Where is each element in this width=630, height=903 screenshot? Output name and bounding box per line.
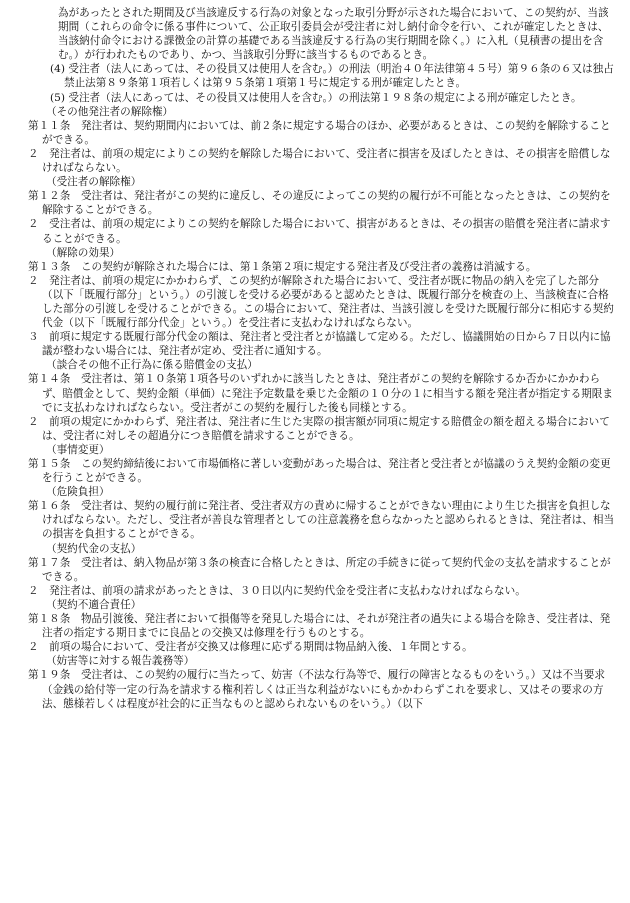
continuation-paragraph: 為があったとされた期間及び当該違反する行為の対象となった取引分野が示された場合において、この契約が、当該期間（これらの命令に係る事件について、公正取引委員会が受注者に対し納付命令を行い、これが確定したときは、当該納付命令における課徴金の計算の基礎である当該違反する行為の実行期間を除く。）に入札（見積書の提出を含む。）が行われたものであり、かつ、当該取引分野に該当するものであるとき。: [58, 7, 609, 62]
article-16: 第１６条 受注者は、契約の履行前に発注者、受注者双方の責めに帰することができない理由により生じた損害を負担しなければならない。ただし、受注者が善良な管理者としての注意義務を怠らなかったと認められるときは、発注者は、相当の損害を負担することができる。: [28, 500, 615, 541]
heading-risk-bearing: （危険負担）: [46, 486, 110, 499]
heading-other-termination: （その他発注者の解除権）: [46, 105, 174, 118]
numbered-item-4: (4) 受注者（法人にあっては、その役員又は使用人を含む。）の刑法（明治４０年法律第４５号）第９６条の６又は独占禁止法第８９条第１項若しくは第９５条第１項第１号に規定する刑が確定したとき。: [50, 63, 614, 90]
heading-payment: （契約代金の支払）: [46, 542, 142, 555]
article-12-para-2: ２ 受注者は、前項の規定によりこの契約を解除した場合において、損害があるときは、その損害の賠償を発注者に請求することができる。: [28, 218, 611, 245]
article-19: 第１９条 受注者は、この契約の履行に当たって、妨害（不法な行為等で、履行の障害となるものをいう。）又は不当要求（金銭の給付等一定の行為を請求する権利若しくは正当な利益がないにもかかわらずこれを要求し、又はその要求の方法、態様若しくは程度が社会的に正当なものと認められないものをいう。）（以下: [28, 669, 605, 710]
article-15: 第１５条 この契約締結後において市場価格に著しい変動があった場合は、発注者と受注者とが協議のうえ契約金額の変更を行うことができる。: [28, 458, 611, 485]
heading-damages-collusion: （談合その他不正行為に係る賠償金の支払）: [46, 359, 258, 372]
article-13-para-3: ３ 前項に規定する既履行部分代金の額は、発注者と受注者とが協議して定める。ただし、協議開始の日から７日以内に協議が整わない場合には、発注者が定め、受注者に通知する。: [28, 331, 611, 358]
article-18: 第１８条 物品引渡後、発注者において損傷等を発見した場合には、それが発注者の過失による場合を除き、受注者は、発注者の指定する期日までに良品との交換又は修理を行うものとする。: [28, 613, 611, 640]
heading-contractor-termination: （受注者の解除権）: [46, 176, 142, 189]
heading-obstruction-report: （妨害等に対する報告義務等）: [46, 655, 195, 668]
article-12: 第１２条 受注者は、発注者がこの契約に違反し、その違反によってこの契約の履行が不可能となったときは、この契約を解除することができる。: [28, 190, 611, 217]
article-13: 第１３条 この契約が解除された場合には、第１条第２項に規定する発注者及び受注者の義務は消滅する。: [28, 260, 537, 273]
article-17-para-2: ２ 発注者は、前項の請求があったときは、３０日以内に契約代金を受注者に支払わなければならない。: [28, 584, 526, 597]
heading-change-of-circumstances: （事情変更）: [46, 443, 110, 456]
article-14: 第１４条 受注者は、第１０条第１項各号のいずれかに該当したときは、発注者がこの契約を解除するか否かにかかわらず、賠償金として、契約金額（単価）に発注予定数量を乗じた金額の１０分の１に相当する額を発注者が指定する期限までに支払わなければならない。受注者がこの契約を履行した後も同様とする。: [28, 373, 613, 414]
article-17: 第１７条 受注者は、納入物品が第３条の検査に合格したときは、所定の手続きに従って契約代金の支払を請求することができる。: [28, 556, 611, 583]
heading-effect-of-termination: （解除の効果）: [46, 246, 121, 259]
article-14-para-2: ２ 前項の規定にかかわらず、発注者は、発注者に生じた実際の損害額が同項に規定する賠償金の額を超える場合においては、受注者に対しその超過分につき賠償を請求することができる。: [28, 415, 610, 442]
numbered-item-5: (5) 受注者（法人にあっては、その役員又は使用人を含む。）の刑法第１９８条の規定による刑が確定したとき。: [50, 91, 582, 104]
heading-nonconformity-liability: （契約不適合責任）: [46, 598, 142, 611]
article-11-para-2: ２ 発注者は、前項の規定によりこの契約を解除した場合において、受注者に損害を及ぼしたときは、その損害を賠償しなければならない。: [28, 147, 611, 175]
article-13-para-2: ２ 発注者は、前項の規定にかかわらず、この契約が解除された場合において、受注者が既に物品の納入を完了した部分（以下「既履行部分」という。）の引渡しを受ける必要があると認めたときは、既履行部分を検査の上、当該検査に合格した部分の引渡しを受けることができる。この場合において、発注者は、当該引渡しを受けた既履行部分に相応する契約代金（以下「既履行部分代金」という。）を受注者に支払わなければならない。: [28, 274, 614, 330]
article-18-para-2: ２ 前項の場合において、受注者が交換又は修理に応ずる期間は物品納入後、１年間とする。: [28, 641, 473, 654]
article-11: 第１１条 発注者は、契約期間内においては、前２条に規定する場合のほか、必要があるときは、この契約を解除することができる。: [28, 119, 611, 146]
